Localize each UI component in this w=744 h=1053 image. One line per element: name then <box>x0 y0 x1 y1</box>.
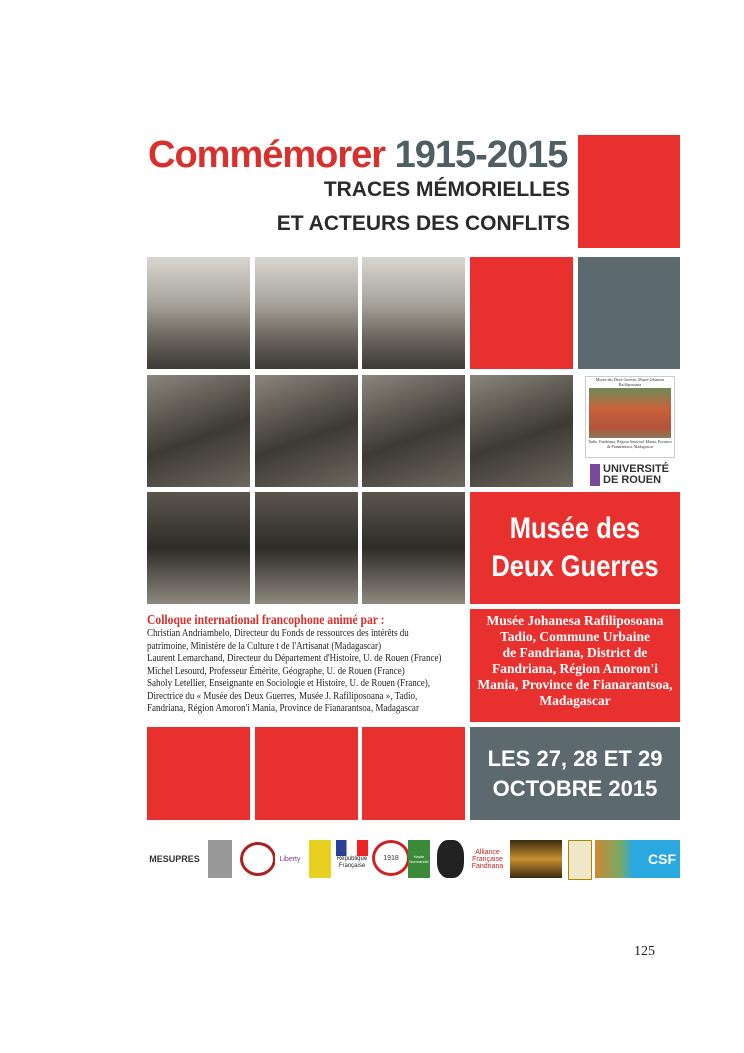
dates-line-2: OCTOBRE 2015 <box>492 775 658 801</box>
museum-name-box <box>470 492 680 604</box>
museum-caption-top: Musée des Deux Guerres, Musée Johanesa Rafiliposoana <box>595 377 665 387</box>
partner-logo-label: République Française <box>336 856 368 869</box>
partner-logo <box>437 840 464 878</box>
war-photo <box>255 492 358 604</box>
colloque-section <box>147 612 441 716</box>
war-photo <box>147 492 250 604</box>
colloque-line: patrimoine, Ministère de la Culture t de l'Artisanat (Madagascar) <box>147 640 382 652</box>
partner-logo <box>208 840 232 878</box>
red-square <box>362 727 465 820</box>
location-line: Fandriana, Région Amoron'i <box>492 661 658 676</box>
dates-box <box>470 727 680 820</box>
partner-logo <box>240 842 276 876</box>
colloque-line: Christian Andriambelo, Directeur du Fonds de ressources des intérêts du <box>147 628 409 639</box>
dates-line-1: LES 27, 28 ET 29 <box>487 745 663 771</box>
university-logo: UNIVERSITÉ DE ROUEN <box>590 464 670 486</box>
museum-building-image <box>589 388 671 438</box>
partner-logo: 1918 <box>372 840 410 876</box>
partner-logo: MESUPRES <box>147 840 202 878</box>
poster-title: Commémorer 1915-2015 <box>148 134 568 176</box>
colloque-heading: Colloque international francophone animé par : <box>147 612 385 627</box>
conference-poster <box>140 128 688 900</box>
subtitle-line-2: ET ACTEURS DES CONFLITS <box>276 212 570 235</box>
museum-name-line-2: Deux Guerres <box>491 550 659 583</box>
gray-square <box>578 257 680 369</box>
location-line: Madagascar <box>539 693 611 708</box>
colloque-line: Fandriana, Région Amoron'i Mania, Province de Fianarantsoa, Madagascar <box>147 703 419 714</box>
partner-logo-csf: CSF <box>595 840 680 878</box>
partner-logo <box>568 840 592 880</box>
location-box <box>470 609 680 722</box>
location-line: Musée Johanesa Rafiliposoana <box>486 613 664 628</box>
partner-logo <box>309 840 331 878</box>
colloque-line: Laurent Lemarchand, Directeur du Département d'Histoire, U. de Rouen (France) <box>147 653 442 664</box>
war-photo <box>147 375 250 487</box>
museum-caption-bottom: Tadio, Fandriana, Région Amoron'i Mania, Province de Fianarantsoa, Madagascar <box>588 439 672 449</box>
war-photo <box>362 257 465 369</box>
museum-photo <box>585 376 675 458</box>
location-line: Tadio, Commune Urbaine <box>500 629 650 644</box>
partner-logo: Liberty <box>275 840 305 878</box>
war-photo <box>147 257 250 369</box>
war-photo <box>362 492 465 604</box>
partner-logo: Alliance Française Fandriana <box>470 840 505 878</box>
war-photo <box>470 375 573 487</box>
partner-logo-republique-francaise <box>334 840 370 878</box>
page-number: 125 <box>634 944 655 959</box>
colloque-line: Saholy Letellier, Enseignante en Sociologie et Histoire, U. de Rouen (France), <box>147 678 431 689</box>
red-square <box>147 727 250 820</box>
red-square <box>578 135 680 248</box>
museum-name-line-1: Musée des <box>509 512 641 545</box>
french-flag-icon <box>336 840 368 856</box>
subtitle-line-1: TRACES MÉMORIELLES <box>323 178 570 201</box>
red-square <box>255 727 358 820</box>
partner-logo: Haute Normandie <box>408 840 430 878</box>
colloque-line: Michel Lesourd, Professeur Émérite, Géographe, U. de Rouen (France) <box>147 665 405 677</box>
partner-logo <box>510 840 562 878</box>
war-photo <box>255 375 358 487</box>
war-photo <box>255 257 358 369</box>
location-line: Mania, Province de Fianarantsoa, <box>477 677 673 692</box>
colloque-line: Directrice du « Musée des Deux Guerres, Musée J. Rafiliposoana », Tadio, <box>147 690 418 702</box>
war-photo <box>362 375 465 487</box>
red-square <box>470 257 573 369</box>
location-line: de Fandriana, District de <box>502 645 648 660</box>
